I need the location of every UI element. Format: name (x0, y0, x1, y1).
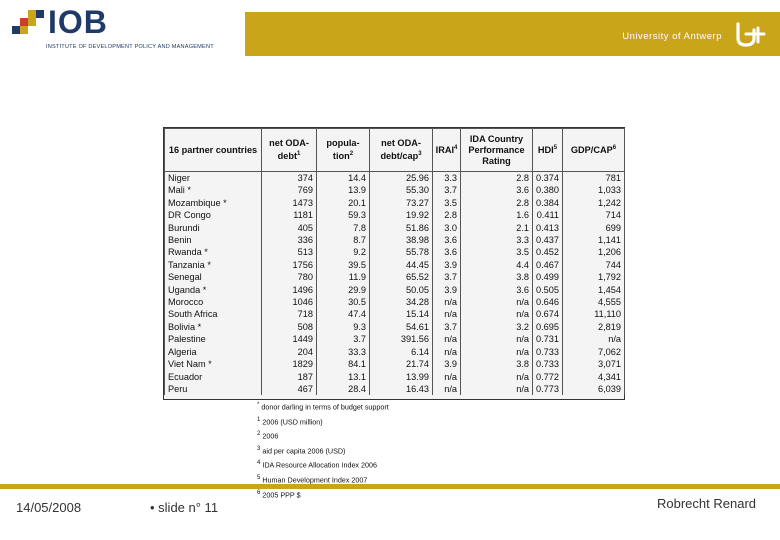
value-cell: 0.452 (533, 246, 563, 258)
value-cell: 374 (262, 172, 317, 185)
value-cell: 1829 (262, 358, 317, 370)
country-cell: Mozambique * (165, 197, 262, 209)
value-cell: 0.674 (533, 308, 563, 320)
footer-gold-stripe (0, 484, 780, 489)
value-cell: 204 (262, 346, 317, 358)
value-cell: 0.731 (533, 333, 563, 345)
value-cell: 3.3 (461, 234, 533, 246)
value-cell: 0.384 (533, 197, 563, 209)
table-row (165, 172, 625, 185)
country-cell: Uganda * (165, 284, 262, 296)
value-cell: 1181 (262, 209, 317, 221)
value-cell: 0.437 (533, 234, 563, 246)
column-header-4: IRAI$^4$ (433, 129, 461, 172)
value-cell: 0.733 (533, 346, 563, 358)
table-row (165, 184, 625, 196)
slide-number: • slide n° 11 (150, 500, 219, 515)
country-cell: Burundi (165, 222, 262, 234)
value-cell: 0.380 (533, 184, 563, 196)
value-cell: 3.5 (433, 197, 461, 209)
value-cell: 9.2 (317, 246, 370, 258)
value-cell: 3.7 (317, 333, 370, 345)
value-cell: 8.7 (317, 234, 370, 246)
value-cell: 34.28 (370, 296, 433, 308)
value-cell: 0.467 (533, 259, 563, 271)
table-row (165, 259, 625, 271)
value-cell: 29.9 (317, 284, 370, 296)
table-row (165, 383, 625, 395)
value-cell: 0.413 (533, 222, 563, 234)
value-cell: 50.05 (370, 284, 433, 296)
country-cell: Benin (165, 234, 262, 246)
column-header-1: net ODA-debt$^1$ (262, 129, 317, 172)
value-cell: 714 (563, 209, 625, 221)
slide-author: Robrecht Renard (657, 496, 756, 511)
value-cell: 3.2 (461, 321, 533, 333)
value-cell: n/a (461, 371, 533, 383)
table-row (165, 296, 625, 308)
table-row (165, 271, 625, 283)
value-cell: 28.4 (317, 383, 370, 395)
table-row (165, 284, 625, 296)
value-cell: 19.92 (370, 209, 433, 221)
value-cell: 3.9 (433, 358, 461, 370)
value-cell: 84.1 (317, 358, 370, 370)
value-cell: 65.52 (370, 271, 433, 283)
table-row (165, 222, 625, 234)
country-cell: Bolivia * (165, 321, 262, 333)
value-cell: 1,454 (563, 284, 625, 296)
country-cell: Ecuador (165, 371, 262, 383)
value-cell: 3.7 (433, 184, 461, 196)
footnote: * donor darling in terms of budget support (257, 402, 389, 412)
value-cell: 2,819 (563, 321, 625, 333)
value-cell: 2.1 (461, 222, 533, 234)
country-cell: Mali * (165, 184, 262, 196)
value-cell: 0.733 (533, 358, 563, 370)
value-cell: 0.374 (533, 172, 563, 185)
iob-logo[interactable] (12, 6, 252, 50)
table-row (165, 358, 625, 370)
value-cell: n/a (461, 296, 533, 308)
table-row (165, 308, 625, 320)
footnote: $^6$ 2005 PPP $ (257, 489, 301, 499)
value-cell: 513 (262, 246, 317, 258)
value-cell: 1,141 (563, 234, 625, 246)
value-cell: 3.8 (461, 271, 533, 283)
value-cell: 718 (262, 308, 317, 320)
logo-squares-icon (12, 10, 44, 42)
value-cell: 3.3 (433, 172, 461, 185)
value-cell: 1449 (262, 333, 317, 345)
value-cell: 7,062 (563, 346, 625, 358)
column-header-3: net ODA-debt/cap$^3$ (370, 129, 433, 172)
table-row (165, 246, 625, 258)
value-cell: 744 (563, 259, 625, 271)
value-cell: 0.695 (533, 321, 563, 333)
country-cell: Viet Nam * (165, 358, 262, 370)
value-cell: 13.99 (370, 371, 433, 383)
value-cell: n/a (461, 346, 533, 358)
column-header-7: GDP/CAP$^6$ (563, 129, 625, 172)
value-cell: 3.6 (461, 284, 533, 296)
value-cell: 13.9 (317, 184, 370, 196)
value-cell: 0.411 (533, 209, 563, 221)
country-cell: Rwanda * (165, 246, 262, 258)
value-cell: 1,242 (563, 197, 625, 209)
value-cell: 1046 (262, 296, 317, 308)
header (0, 0, 780, 56)
value-cell: 3.6 (433, 246, 461, 258)
value-cell: 699 (563, 222, 625, 234)
value-cell: 6.14 (370, 346, 433, 358)
value-cell: 44.45 (370, 259, 433, 271)
table-row (165, 234, 625, 246)
column-header-0: 16 partner countries (165, 129, 262, 172)
value-cell: n/a (461, 308, 533, 320)
value-cell: 508 (262, 321, 317, 333)
value-cell: 405 (262, 222, 317, 234)
value-cell: 7.8 (317, 222, 370, 234)
value-cell: 3,071 (563, 358, 625, 370)
country-cell: South Africa (165, 308, 262, 320)
value-cell: n/a (563, 333, 625, 345)
value-cell: 780 (262, 271, 317, 283)
value-cell: 0.773 (533, 383, 563, 395)
value-cell: 55.78 (370, 246, 433, 258)
footnote: $^2$ 2006 (257, 431, 279, 441)
value-cell: 30.5 (317, 296, 370, 308)
value-cell: 2.8 (461, 197, 533, 209)
logo-text: IOB (48, 4, 108, 40)
value-cell: 1756 (262, 259, 317, 271)
value-cell: 1473 (262, 197, 317, 209)
value-cell: 54.61 (370, 321, 433, 333)
value-cell: 13.1 (317, 371, 370, 383)
value-cell: 15.14 (370, 308, 433, 320)
value-cell: n/a (433, 333, 461, 345)
value-cell: n/a (433, 308, 461, 320)
value-cell: 73.27 (370, 197, 433, 209)
value-cell: n/a (461, 333, 533, 345)
country-cell: DR Congo (165, 209, 262, 221)
value-cell: n/a (433, 296, 461, 308)
value-cell: 2.8 (433, 209, 461, 221)
value-cell: 39.5 (317, 259, 370, 271)
value-cell: 3.8 (461, 358, 533, 370)
table-row (165, 321, 625, 333)
value-cell: 9.3 (317, 321, 370, 333)
value-cell: 3.6 (461, 184, 533, 196)
country-cell: Niger (165, 172, 262, 185)
value-cell: 4,555 (563, 296, 625, 308)
country-cell: Palestine (165, 333, 262, 345)
column-header-2: popula-tion$^2$ (317, 129, 370, 172)
value-cell: 14.4 (317, 172, 370, 185)
value-cell: 1496 (262, 284, 317, 296)
country-cell: Algeria (165, 346, 262, 358)
value-cell: 3.0 (433, 222, 461, 234)
footnote: $^3$ aid per capita 2006 (USD) (257, 445, 346, 456)
value-cell: 59.3 (317, 209, 370, 221)
slide-date: 14/05/2008 (16, 500, 82, 515)
footnote: $^1$ 2006 (USD million) (257, 416, 323, 426)
value-cell: 0.646 (533, 296, 563, 308)
footer (0, 484, 780, 540)
value-cell: 3.6 (433, 234, 461, 246)
value-cell: 3.7 (433, 321, 461, 333)
value-cell: 3.9 (433, 259, 461, 271)
value-cell: 33.3 (317, 346, 370, 358)
column-header-5: IDA Country Performance Rating (461, 129, 533, 172)
value-cell: 20.1 (317, 197, 370, 209)
country-cell: Tanzania * (165, 259, 262, 271)
table-row (165, 371, 625, 383)
table-header-row (165, 129, 625, 172)
value-cell: 55.30 (370, 184, 433, 196)
value-cell: 51.86 (370, 222, 433, 234)
value-cell: 3.7 (433, 271, 461, 283)
value-cell: 4,341 (563, 371, 625, 383)
value-cell: n/a (461, 383, 533, 395)
country-cell: Morocco (165, 296, 262, 308)
value-cell: 38.98 (370, 234, 433, 246)
value-cell: 2.8 (461, 172, 533, 185)
value-cell: 3.5 (461, 246, 533, 258)
value-cell: 769 (262, 184, 317, 196)
value-cell: 25.96 (370, 172, 433, 185)
value-cell: 467 (262, 383, 317, 395)
table-row (165, 333, 625, 345)
value-cell: 16.43 (370, 383, 433, 395)
value-cell: 1,206 (563, 246, 625, 258)
table-row (165, 209, 625, 221)
value-cell: 3.9 (433, 284, 461, 296)
value-cell: n/a (433, 383, 461, 395)
logo-subtitle: INSTITUTE OF DEVELOPMENT POLICY AND MANAGEMENT (46, 44, 214, 50)
value-cell: 21.74 (370, 358, 433, 370)
value-cell: 0.499 (533, 271, 563, 283)
university-antwerp-icon (732, 20, 768, 50)
footnote: $^5$ Human Development Index 2007 (257, 474, 368, 485)
value-cell: 6,039 (563, 383, 625, 395)
value-cell: 187 (262, 371, 317, 383)
partner-countries-table (163, 127, 625, 400)
value-cell: n/a (433, 346, 461, 358)
value-cell: 0.772 (533, 371, 563, 383)
table-row (165, 346, 625, 358)
value-cell: n/a (433, 371, 461, 383)
value-cell: 1,792 (563, 271, 625, 283)
table-row (165, 197, 625, 209)
country-cell: Senegal (165, 271, 262, 283)
footnote: $^4$ IDA Resource Allocation Index 2006 (257, 460, 378, 470)
value-cell: 391.56 (370, 333, 433, 345)
value-cell: 11,110 (563, 308, 625, 320)
value-cell: 4.4 (461, 259, 533, 271)
value-cell: 11.9 (317, 271, 370, 283)
value-cell: 47.4 (317, 308, 370, 320)
value-cell: 781 (563, 172, 625, 185)
value-cell: 1,033 (563, 184, 625, 196)
column-header-6: HDI$^5$ (533, 129, 563, 172)
country-cell: Peru (165, 383, 262, 395)
value-cell: 1.6 (461, 209, 533, 221)
university-name: University of Antwerp (622, 31, 722, 42)
value-cell: 336 (262, 234, 317, 246)
value-cell: 0.505 (533, 284, 563, 296)
